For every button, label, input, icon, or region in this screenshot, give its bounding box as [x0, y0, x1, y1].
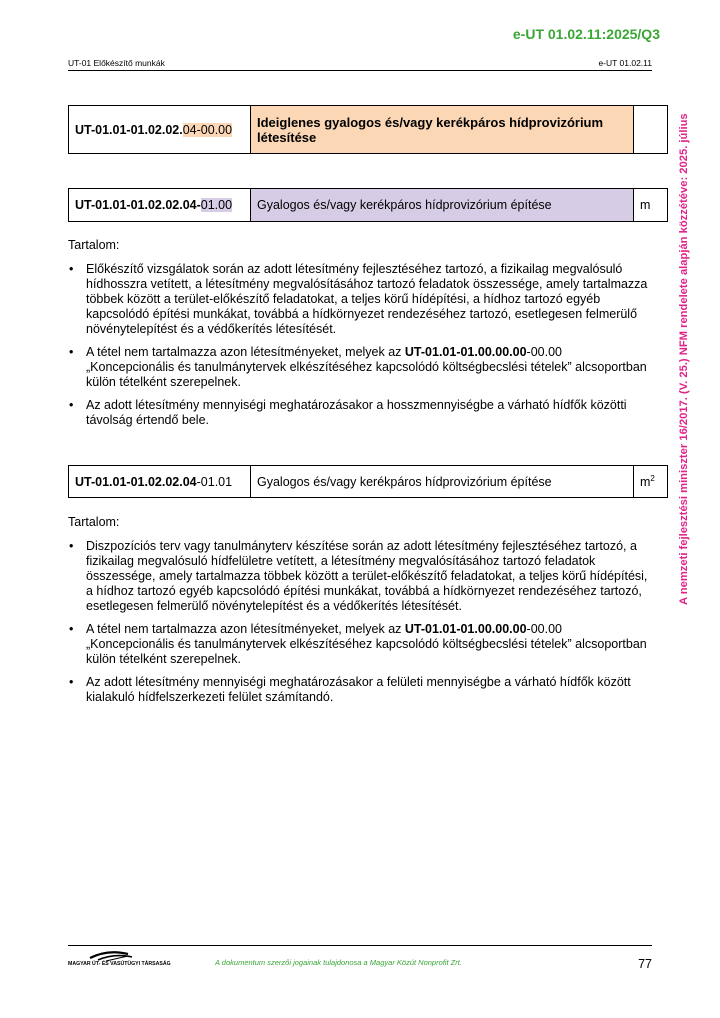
- header-doc-code: e-UT 01.02.11: [598, 58, 652, 68]
- content-section-1: [68, 238, 650, 436]
- item-table-linear: [68, 188, 668, 222]
- item-table-group: [68, 105, 668, 154]
- item-table-area: [68, 465, 668, 498]
- list-item: • Előkészítő vizsgálatok során az adott létesítmény fejlesztéséhez tartozó, a fizikailag megvalósuló hídhosszra vetített, a létesítmény megvalósításához tartozó feladatok összessége, amely tartalmazza többek között a terület-előkészítő feladatokat, a teljes körű hídépítési, a hídhoz tartozó egyéb kapcsolódó építési munkákat, továbbá a hídkörnyezet rendezéséhez tartozó, esetlegesen felmerülő növénytelepítést és a védőkerítés létesítését.: [69, 262, 648, 336]
- document-id: e-UT 01.02.11:2025/Q3: [512, 26, 660, 42]
- content-label: Tartalom:: [68, 238, 120, 252]
- item-unit: m: [634, 189, 668, 222]
- page-number: 77: [638, 957, 652, 971]
- content-list: [68, 539, 650, 705]
- item-unit: $m^2$: [634, 466, 668, 498]
- footer-divider: [68, 945, 652, 946]
- content-label: Tartalom:: [68, 515, 120, 529]
- item-title: Gyalogos és/vagy kerékpáros hídprovizórium építése: [251, 189, 634, 222]
- list-item: • Az adott létesítmény mennyiségi meghatározásakor a felületi mennyiségbe a várható hídfők között kialakuló hídfelszerkezeti felület számítandó.: [69, 675, 631, 704]
- item-title: Gyalogos és/vagy kerékpáros hídprovizórium építése: [251, 466, 634, 498]
- list-item: • Diszpozíciós terv vagy tanulmányterv készítése során az adott létesítmény fejlesztéséhez tartozó, a fizikailag megvalósuló hídfelületre vetített, a létesítmény megvalósításához tartozó feladatok összessége, amely tartalmazza többek között a terület-előkészítő feladatokat, a teljes körű hídépítési, a hídhoz tartozó egyéb kapcsolódó építési munkákat, továbbá a hídkörnyezet rendezéséhez tartozó, esetlegesen felmerülő növénytelepítést és a védőkerítés létesítését.: [69, 539, 648, 613]
- header-divider: [68, 70, 652, 71]
- item-unit: [634, 106, 668, 154]
- content-section-2: [68, 515, 650, 713]
- side-publication-note: A nemzeti fejlesztési miniszter 16/2017. (V. 25.) NFM rendelete alapján közzétéve: 2025. július: [678, 113, 690, 605]
- copyright-notice: A dokumentum szerzői jogainak tulajdonosa a Magyar Közút Nonprofit Zrt.: [215, 958, 462, 967]
- item-code: UT-01.01-01.02.02.04-00.00: [69, 106, 251, 154]
- item-title: Ideiglenes gyalogos és/vagy kerékpáros hídprovizórium létesítése: [251, 106, 634, 154]
- item-code: UT-01.01-01.02.02.04-01.01: [69, 466, 251, 498]
- header-section-title: UT-01 Előkészítő munkák: [68, 58, 165, 68]
- logo-text: MAGYAR ÚT- ÉS VASÚTÜGYI TÁRSASÁG: [68, 961, 171, 967]
- list-item: • A tétel nem tartalmazza azon létesítményeket, melyek az UT-01.01-01.00.00.00-00.00 „Koncepcionális és tanulmánytervek elkészítéséhez kapcsolódó költségbecslési tételek” alcsoportban külön tételként szerepelnek.: [69, 345, 647, 389]
- content-list: [68, 262, 650, 428]
- item-code: UT-01.01-01.02.02.04-01.00: [69, 189, 251, 222]
- list-item: • Az adott létesítmény mennyiségi meghatározásakor a hosszmennyiségbe a várható hídfők közötti távolság értendő bele.: [69, 398, 627, 427]
- list-item: • A tétel nem tartalmazza azon létesítményeket, melyek az UT-01.01-01.00.00.00-00.00 „Koncepcionális és tanulmánytervek elkészítéséhez kapcsolódó költségbecslési tételek” alcsoportban külön tételként szerepelnek.: [69, 622, 647, 666]
